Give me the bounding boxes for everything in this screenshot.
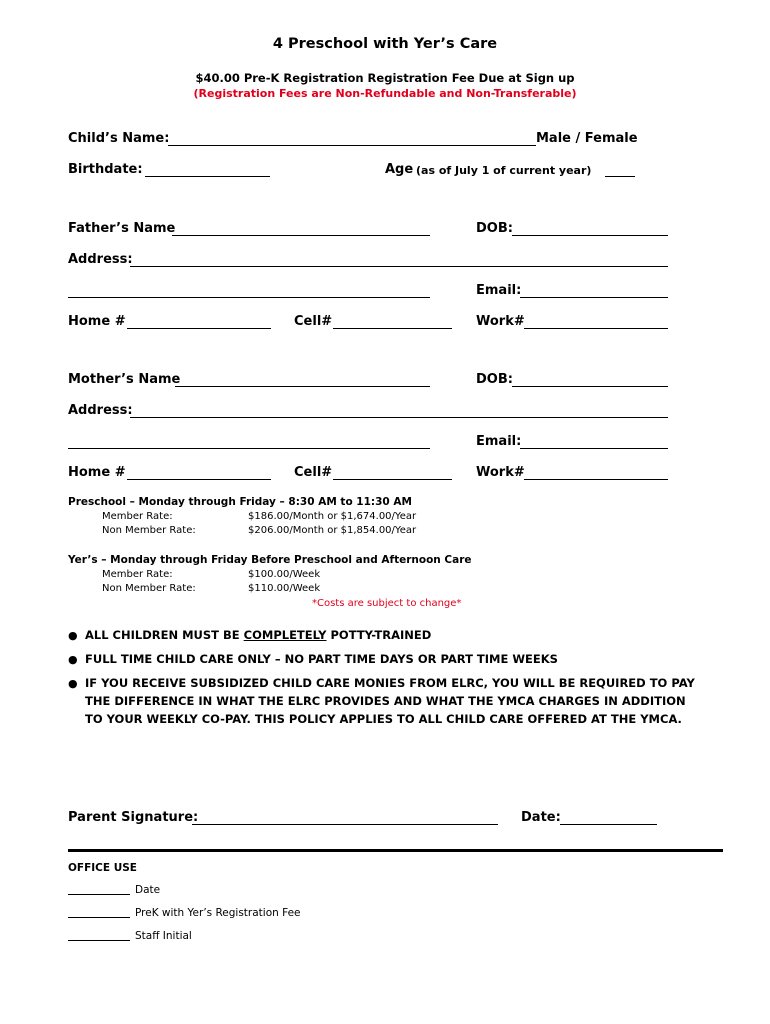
yers-member-value: $100.00/Week [248,569,321,580]
preschool-nonmember-value: $206.00/Month or $1,854.00/Year [248,525,417,536]
birthdate-field[interactable] [145,176,270,177]
signature-date-label: Date: [521,810,561,825]
office-staff-label: Staff Initial [135,930,192,942]
father-address-field[interactable] [130,266,668,267]
mother-home-field[interactable] [127,479,271,480]
registration-fee-line: $40.00 Pre-K Registration Registration Fee Due at Sign up [195,71,575,85]
father-name-field[interactable] [172,235,430,236]
bullet-icon: ● [68,677,78,690]
form-title: 4 Preschool with Yer’s Care [272,36,498,52]
child-name-label: Child’s Name: [68,131,170,146]
father-email-field[interactable] [520,297,668,298]
bullet-icon: ● [68,629,78,642]
father-home-field[interactable] [127,328,271,329]
costs-note: *Costs are subject to change* [312,598,462,609]
office-fee-field[interactable] [68,917,130,918]
father-cell-field[interactable] [333,328,452,329]
birthdate-label: Birthdate: [68,162,143,177]
mother-dob-label: DOB: [476,372,513,387]
yers-heading: Yer’s – Monday through Friday Before Preschool and Afternoon Care [68,554,472,566]
age-field[interactable] [605,176,635,177]
mother-address-line2-field[interactable] [68,448,430,449]
preschool-nonmember-label: Non Member Rate: [102,525,196,536]
parent-signature-label: Parent Signature: [68,810,199,825]
signature-date-field[interactable] [560,824,657,825]
mother-address-field[interactable] [130,417,668,418]
gender-label: Male / Female [536,131,638,146]
age-label: Age [385,162,414,177]
office-use-heading: OFFICE USE [68,862,137,874]
mother-cell-field[interactable] [333,479,452,480]
office-date-label: Date [135,884,161,896]
mother-name-field[interactable] [175,386,430,387]
mother-cell-label: Cell# [294,465,333,480]
policy-full-time: FULL TIME CHILD CARE ONLY – NO PART TIME DAYS OR PART TIME WEEKS [85,652,558,666]
policy-potty-trained: ALL CHILDREN MUST BE COMPLETELY POTTY-TRAINED [85,628,432,642]
mother-address-label: Address: [68,403,133,418]
office-fee-label: PreK with Yer’s Registration Fee [135,907,301,919]
office-date-field[interactable] [68,894,130,895]
mother-dob-field[interactable] [512,386,668,387]
preschool-member-label: Member Rate: [102,511,173,522]
father-address-label: Address: [68,252,133,267]
preschool-member-value: $186.00/Month or $1,674.00/Year [248,511,417,522]
father-name-label: Father’s Name [68,221,176,236]
policy-subsidy-line2: THE DIFFERENCE IN WHAT THE ELRC PROVIDES AND WHAT THE YMCA CHARGES IN ADDITION [85,694,686,708]
father-dob-label: DOB: [476,221,513,236]
bullet-icon: ● [68,653,78,666]
mother-work-field[interactable] [524,479,668,480]
father-dob-field[interactable] [512,235,668,236]
office-divider [68,849,723,852]
yers-nonmember-label: Non Member Rate: [102,583,196,594]
mother-work-label: Work# [476,465,525,480]
yers-member-label: Member Rate: [102,569,173,580]
office-staff-field[interactable] [68,940,130,941]
father-address-line2-field[interactable] [68,297,430,298]
father-work-field[interactable] [524,328,668,329]
fee-policy-note: (Registration Fees are Non-Refundable and Non-Transferable) [193,87,577,100]
preschool-heading: Preschool – Monday through Friday – 8:30 AM to 11:30 AM [68,496,412,508]
mother-home-label: Home # [68,465,126,480]
policy-subsidy-line1: IF YOU RECEIVE SUBSIDIZED CHILD CARE MONIES FROM ELRC, YOU WILL BE REQUIRED TO PAY [85,676,695,690]
mother-email-field[interactable] [520,448,668,449]
father-cell-label: Cell# [294,314,333,329]
policy-subsidy-line3: TO YOUR WEEKLY CO-PAY. THIS POLICY APPLIES TO ALL CHILD CARE OFFERED AT THE YMCA. [85,712,682,726]
parent-signature-field[interactable] [192,824,498,825]
mother-email-label: Email: [476,434,522,449]
father-email-label: Email: [476,283,522,298]
age-note: (as of July 1 of current year) [416,164,592,177]
mother-name-label: Mother’s Name [68,372,181,387]
father-home-label: Home # [68,314,126,329]
father-work-label: Work# [476,314,525,329]
yers-nonmember-value: $110.00/Week [248,583,321,594]
child-name-field[interactable] [168,145,536,146]
